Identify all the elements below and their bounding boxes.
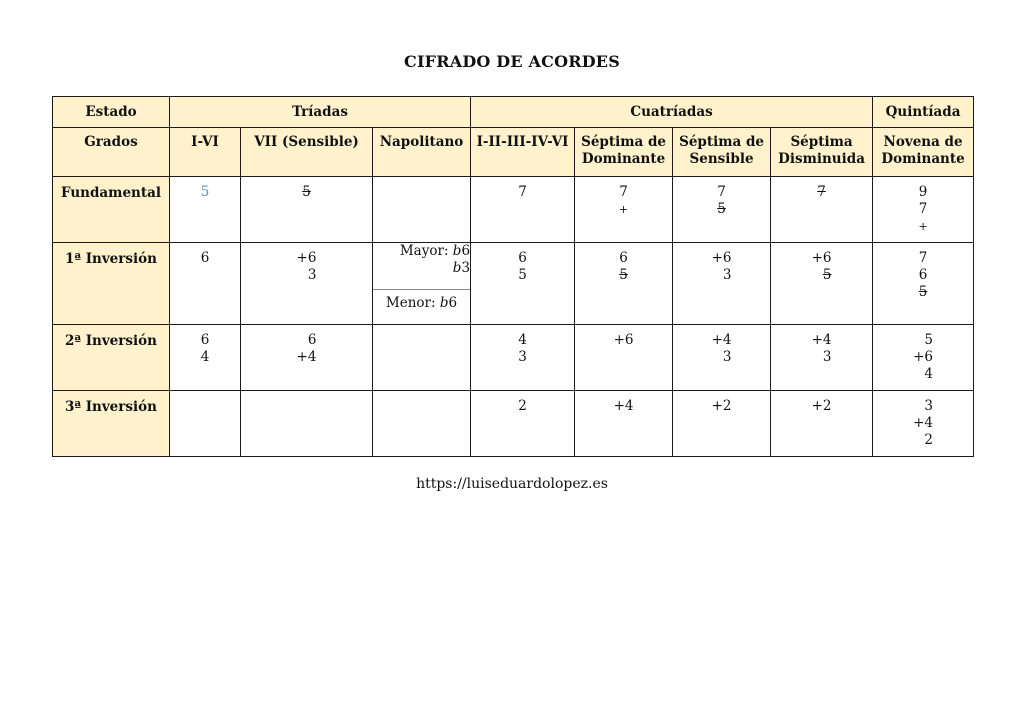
- header-quintiada: Quintíada: [873, 97, 974, 128]
- header-row-1: [53, 97, 974, 128]
- header-triadas: Tríadas: [170, 97, 471, 128]
- figure: 3: [722, 349, 732, 365]
- figure: 7: [717, 184, 726, 200]
- row-label-inversion-1: 1ª Inversión: [53, 243, 170, 325]
- cell-inv3-c3: [373, 391, 471, 457]
- figure: 4: [200, 349, 210, 365]
- figure: 5: [924, 332, 933, 348]
- col-napolitano: Napolitano: [373, 128, 471, 177]
- figure: 6: [307, 332, 317, 348]
- figure: +6: [811, 250, 832, 266]
- figure: 6: [518, 250, 527, 266]
- row-label-fundamental: Fundamental: [53, 177, 170, 243]
- figure: +4: [913, 415, 933, 431]
- cell-inv1-c5: [575, 243, 673, 325]
- figure: 5: [717, 201, 726, 217]
- figure: 4: [924, 366, 933, 382]
- figure: +: [918, 220, 928, 233]
- cell-inv2-c8: [873, 325, 974, 391]
- cell-inv2-c2: [241, 325, 373, 391]
- figure: 5: [822, 267, 832, 283]
- col-vii-sensible: VII (Sensible): [241, 128, 373, 177]
- cell-inv2-c4: [471, 325, 575, 391]
- cell-inv1-c7: [771, 243, 873, 325]
- figure: 4: [518, 332, 527, 348]
- cell-inv1-c8: [873, 243, 974, 325]
- row-inversion-1: [53, 243, 974, 325]
- cell-fund-c6: [673, 177, 771, 243]
- figure: +4: [613, 398, 634, 414]
- figure: +4: [711, 332, 732, 348]
- figure: 5: [918, 284, 928, 300]
- figure: 9: [918, 184, 928, 200]
- figure: 7: [518, 184, 527, 200]
- figure: 2: [924, 432, 933, 448]
- col-novena-dominante: Novena de Dominante: [873, 128, 974, 177]
- figure: +6: [613, 332, 634, 348]
- figure: +2: [811, 398, 832, 414]
- col-septima-sensible: Séptima de Sensible: [673, 128, 771, 177]
- cell-fund-c7: [771, 177, 873, 243]
- cell-inv1-c6: [673, 243, 771, 325]
- figure: +6: [711, 250, 732, 266]
- header-estado: Estado: [53, 97, 170, 128]
- figure: 7: [619, 184, 628, 200]
- cell-fund-c1: [170, 177, 241, 243]
- figure: 2: [518, 398, 527, 414]
- figure: +4: [296, 349, 317, 365]
- cell-inv3-c2: [241, 391, 373, 457]
- figure: 7: [918, 201, 928, 217]
- figure: 3: [822, 349, 832, 365]
- figure: 3: [518, 349, 527, 365]
- header-cuatriadas: Cuatríadas: [471, 97, 873, 128]
- footer-url: https://luiseduardolopez.es: [416, 476, 608, 492]
- cell-inv3-c5: [575, 391, 673, 457]
- cell-inv3-c7: [771, 391, 873, 457]
- row-label-inversion-2: 2ª Inversión: [53, 325, 170, 391]
- row-fundamental: [53, 177, 974, 243]
- col-septima-dominante: Séptima de Dominante: [575, 128, 673, 177]
- figure: 5: [518, 267, 527, 283]
- figure: 5: [619, 267, 628, 283]
- figure: 6: [200, 332, 210, 348]
- col-i-ii-iii-iv-vi: I-II-III-IV-VI: [471, 128, 575, 177]
- figure: 7: [817, 184, 826, 200]
- figure: 3: [307, 267, 317, 283]
- figure: 6: [918, 267, 928, 283]
- cell-inv3-c4: [471, 391, 575, 457]
- cell-inv1-c1: [170, 243, 241, 325]
- figure: 3: [722, 267, 732, 283]
- cell-fund-c4: [471, 177, 575, 243]
- figure: 3: [924, 398, 933, 414]
- figure: +: [618, 203, 629, 216]
- row-inversion-2: [53, 325, 974, 391]
- col-grados: Grados: [53, 128, 170, 177]
- figure: +4: [811, 332, 832, 348]
- cell-inv2-c3: [373, 325, 471, 391]
- header-row-2: [53, 128, 974, 177]
- cell-inv3-c6: [673, 391, 771, 457]
- cell-inv1-c4: [471, 243, 575, 325]
- napolitano-mayor: Mayor: b6: [399, 243, 471, 259]
- col-i-vi: I-VI: [170, 128, 241, 177]
- cell-inv1-c2: [241, 243, 373, 325]
- napolitano-divider: [373, 289, 470, 290]
- cell-fund-c5: [575, 177, 673, 243]
- figure: +6: [296, 250, 317, 266]
- col-septima-disminuida: Séptima Disminuida: [771, 128, 873, 177]
- cell-fund-c8: [873, 177, 974, 243]
- figure: 7: [918, 250, 928, 266]
- row-label-inversion-3: 3ª Inversión: [53, 391, 170, 457]
- figure: 6: [200, 250, 210, 266]
- napolitano-menor: Menor: b6: [385, 295, 458, 311]
- row-inversion-3: [53, 391, 974, 457]
- figure: 6: [619, 250, 628, 266]
- cell-inv2-c5: [575, 325, 673, 391]
- napolitano-mayor-b3: b3: [452, 260, 471, 276]
- figure: 5: [200, 184, 210, 200]
- cell-fund-c2: [241, 177, 373, 243]
- figure: 5: [302, 184, 311, 200]
- cell-inv1-napolitano: [373, 243, 471, 325]
- page-title: CIFRADO DE ACORDES: [404, 52, 620, 71]
- cell-inv2-c6: [673, 325, 771, 391]
- chord-figures-table: [52, 96, 974, 457]
- cell-inv3-c8: [873, 391, 974, 457]
- figure: +2: [711, 398, 732, 414]
- cell-inv3-c1: [170, 391, 241, 457]
- figure: +6: [913, 349, 933, 365]
- cell-inv2-c7: [771, 325, 873, 391]
- cell-inv2-c1: [170, 325, 241, 391]
- cell-fund-c3: [373, 177, 471, 243]
